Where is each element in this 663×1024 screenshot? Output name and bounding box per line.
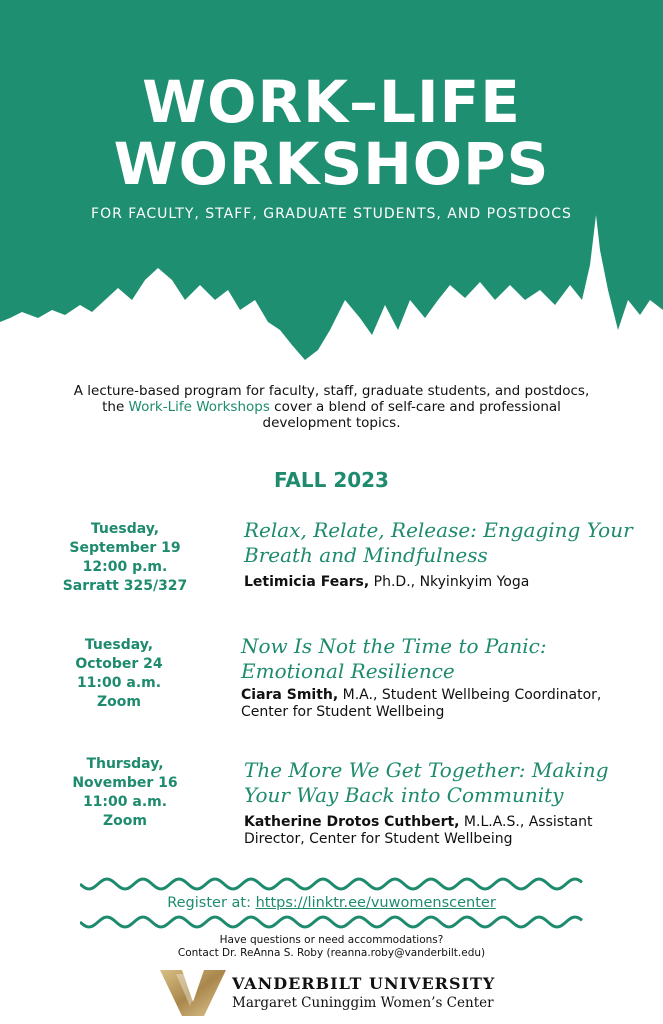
speaker-name: Letimicia Fears, xyxy=(244,574,370,590)
event-title-line-1: Relax, Relate, Release: Engaging Your xyxy=(244,518,633,542)
event-date: November 16 xyxy=(72,775,178,791)
event-title-line-1: Now Is Not the Time to Panic: xyxy=(241,634,547,658)
title-line-2: WORKSHOPS xyxy=(113,130,550,198)
event-date: September 19 xyxy=(69,540,181,556)
title-line-1: WORK–LIFE xyxy=(142,68,521,136)
event-time: 11:00 a.m. xyxy=(82,794,168,810)
register-line xyxy=(0,895,663,911)
speaker-name: Ciara Smith, xyxy=(241,687,339,703)
event-speaker xyxy=(244,814,593,848)
event-location: Zoom xyxy=(97,694,141,710)
event-day: Tuesday, xyxy=(90,521,160,537)
event-title-line-2: Breath and Mindfulness xyxy=(244,543,488,567)
speaker-affiliation: Director, Center for Student Wellbeing xyxy=(244,831,513,847)
speaker-credentials: M.L.A.S., Assistant xyxy=(459,814,593,830)
event-when xyxy=(50,520,200,596)
event-speaker xyxy=(241,687,601,721)
event-date: October 24 xyxy=(75,656,163,672)
event-location: Sarratt 325/327 xyxy=(62,578,188,594)
speaker-credentials: M.A., Student Wellbeing Coordinator, xyxy=(338,687,602,703)
event-title-line-1: The More We Get Together: Making xyxy=(244,758,609,782)
speaker-credentials: Ph.D., Nkyinkyim Yoga xyxy=(369,574,530,590)
speaker-name: Katherine Drotos Cuthbert, xyxy=(244,814,460,830)
wave-divider-bottom xyxy=(80,914,583,930)
event-when xyxy=(50,755,200,831)
event-day: Thursday, xyxy=(86,756,164,772)
contact-line-2: Contact Dr. ReAnna S. Roby (reanna.roby@vanderbilt.edu) xyxy=(177,947,486,959)
event-when xyxy=(44,636,194,712)
header-banner xyxy=(0,0,663,380)
logo-university-name: VANDERBILT UNIVERSITY xyxy=(232,974,496,993)
intro-text-2: cover a blend of self-care and professional development topics. xyxy=(262,399,561,431)
event-time: 12:00 p.m. xyxy=(82,559,168,575)
event-time: 11:00 a.m. xyxy=(76,675,162,691)
event-title xyxy=(244,518,633,568)
intro-highlight: Work-Life Workshops xyxy=(128,399,270,415)
wave-divider-top xyxy=(80,876,583,892)
speaker-affiliation: Center for Student Wellbeing xyxy=(241,704,445,720)
event-title-line-2: Emotional Resilience xyxy=(241,659,455,683)
event-location: Zoom xyxy=(103,813,147,829)
register-link[interactable]: https://linktr.ee/vuwomenscenter xyxy=(255,895,496,911)
vanderbilt-v-logo xyxy=(160,968,226,1018)
contact-line-1: Have questions or need accommodations? xyxy=(219,934,444,946)
event-speaker xyxy=(244,574,529,591)
intro-text-1: A lecture-based program for faculty, staff, graduate students, and postdocs, the xyxy=(73,383,590,415)
event-day: Tuesday, xyxy=(84,637,154,653)
subtitle: FOR FACULTY, STAFF, GRADUATE STUDENTS, AND POSTDOCS xyxy=(91,206,572,222)
register-label: Register at: xyxy=(167,895,256,911)
event-title xyxy=(241,634,547,684)
intro-paragraph xyxy=(70,383,593,431)
event-title-line-2: Your Way Back into Community xyxy=(244,783,564,807)
logo-center-name: Margaret Cuninggim Women’s Center xyxy=(232,995,494,1011)
season-heading: FALL 2023 xyxy=(274,468,389,492)
contact-info xyxy=(0,934,663,960)
event-title xyxy=(244,758,609,808)
